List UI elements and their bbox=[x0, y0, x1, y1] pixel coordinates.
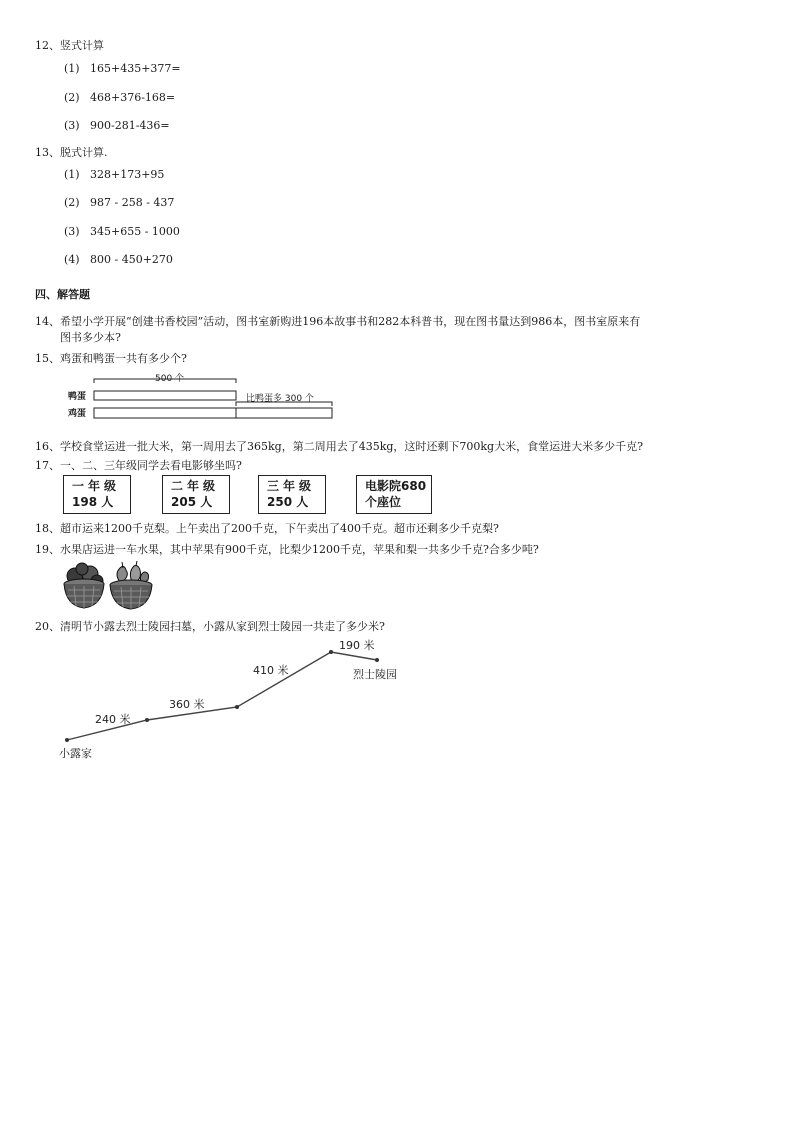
question-14-line-2: 图书多少本? bbox=[60, 331, 121, 344]
box-line-2: 个座位 bbox=[365, 495, 402, 509]
apple-basket-icon bbox=[62, 562, 106, 610]
item-expression: 800 - 450+270 bbox=[90, 253, 173, 266]
box-line-1: 电影院680 bbox=[365, 479, 427, 493]
route-node bbox=[145, 718, 149, 722]
question-16: 16、学校食堂运进一批大米，第一周用去了365kg，第二周用去了435kg，这时还剩下700kg大米，食堂运进大米多少千克? bbox=[35, 440, 643, 453]
difference-label: 比鸭蛋多 300 个 bbox=[246, 394, 314, 404]
q12-item-2 bbox=[64, 91, 175, 105]
question-20-title: 20、清明节小露去烈士陵园扫墓，小露从家到烈士陵园一共走了多少米? bbox=[35, 620, 385, 633]
q12-item-3 bbox=[64, 119, 170, 133]
question-14-line-1: 14、希望小学开展“创建书香校园”活动，图书室新购进196本故事书和282本科普书，现在图书量达到986本，图书室原来有 bbox=[35, 315, 641, 328]
item-expression: 900-281-436= bbox=[90, 119, 170, 132]
chicken-egg-label: 鸡蛋 bbox=[68, 409, 87, 419]
segment-label-1: 240 米 bbox=[95, 713, 131, 726]
segment-label-4: 190 米 bbox=[339, 639, 375, 652]
route-node bbox=[375, 658, 379, 662]
item-number: (3) bbox=[64, 119, 80, 132]
item-expression: 468+376-168= bbox=[90, 91, 176, 104]
item-number: (3) bbox=[64, 225, 80, 238]
box-line-1: 二年级 bbox=[171, 479, 220, 493]
item-number: (1) bbox=[64, 62, 80, 75]
top-label: 500 个 bbox=[155, 374, 185, 384]
route-node bbox=[65, 738, 69, 742]
route-node bbox=[235, 705, 239, 709]
segment-label-3: 410 米 bbox=[253, 664, 289, 677]
q13-item-3 bbox=[64, 225, 180, 239]
q13-item-1 bbox=[64, 168, 164, 182]
item-number: (4) bbox=[64, 253, 80, 266]
item-expression: 165+435+377= bbox=[90, 62, 181, 75]
box-line-2: 205 人 bbox=[171, 495, 213, 509]
chicken-egg-bar-part2 bbox=[236, 408, 332, 418]
q13-item-2 bbox=[64, 196, 174, 210]
section-heading: 四、解答题 bbox=[35, 288, 90, 301]
segment-label-2: 360 米 bbox=[169, 698, 205, 711]
item-expression: 987 - 258 - 437 bbox=[90, 196, 175, 209]
route-line bbox=[67, 652, 377, 740]
grade-2-box bbox=[162, 475, 230, 514]
item-number: (2) bbox=[64, 196, 80, 209]
question-12-title: 12、竖式计算 bbox=[35, 39, 104, 52]
grade-1-box bbox=[63, 475, 131, 514]
box-line-1: 一年级 bbox=[72, 479, 121, 493]
duck-egg-label: 鸭蛋 bbox=[68, 392, 87, 402]
duck-egg-bar bbox=[94, 391, 236, 400]
pear-basket-icon bbox=[108, 560, 154, 610]
item-number: (1) bbox=[64, 168, 80, 181]
item-expression: 328+173+95 bbox=[90, 168, 165, 181]
route-node bbox=[329, 650, 333, 654]
cinema-seats-box bbox=[356, 475, 432, 514]
start-label: 小露家 bbox=[59, 747, 92, 760]
question-13-title: 13、脱式计算. bbox=[35, 146, 108, 159]
box-line-2: 250 人 bbox=[267, 495, 309, 509]
egg-comparison-diagram bbox=[60, 370, 350, 428]
question-19-title: 19、水果店运进一车水果，其中苹果有900千克，比梨少1200千克，苹果和梨一共多少千克?合多少吨? bbox=[35, 543, 539, 556]
item-expression: 345+655 - 1000 bbox=[90, 225, 180, 238]
q12-item-1 bbox=[64, 62, 181, 76]
question-15-title: 15、鸡蛋和鸭蛋一共有多少个? bbox=[35, 352, 187, 365]
destination-label: 烈士陵园 bbox=[353, 668, 397, 681]
box-line-2: 198 人 bbox=[72, 495, 114, 509]
q13-item-4 bbox=[64, 253, 173, 267]
item-number: (2) bbox=[64, 91, 80, 104]
route-diagram bbox=[55, 634, 425, 764]
box-line-1: 三年级 bbox=[267, 479, 316, 493]
chicken-egg-bar-part1 bbox=[94, 408, 236, 418]
grade-3-box bbox=[258, 475, 326, 514]
question-18: 18、超市运来1200千克梨。上午卖出了200千克，下午卖出了400千克。超市还剩多少千克梨? bbox=[35, 522, 499, 535]
question-17-title: 17、一、二、三年级同学去看电影够坐吗? bbox=[35, 459, 242, 472]
